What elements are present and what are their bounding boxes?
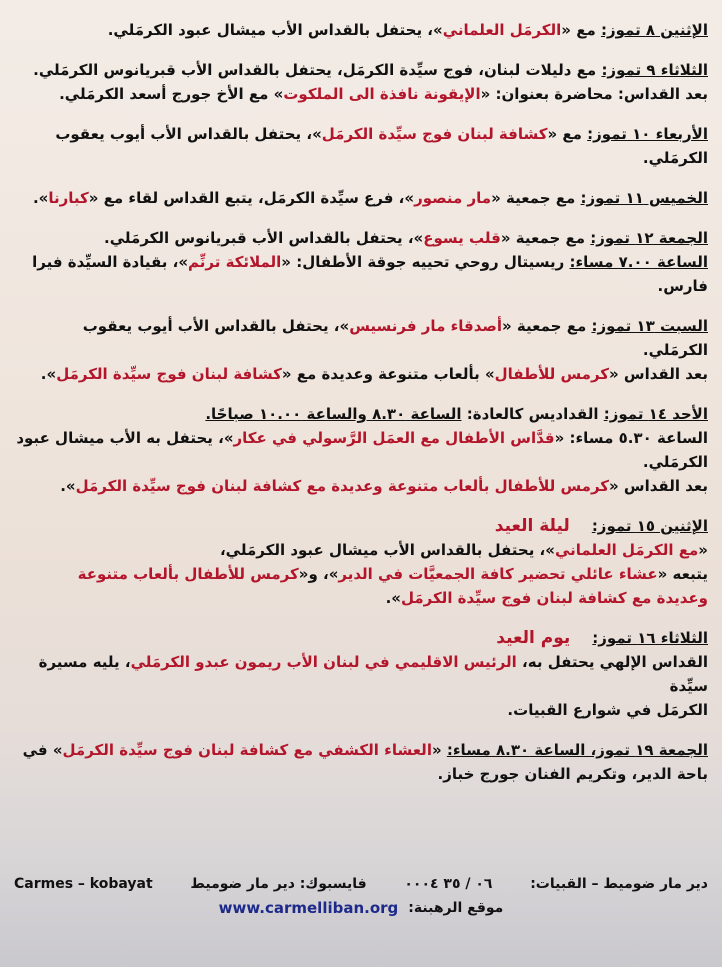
entry-line: [14, 586, 708, 610]
schedule-entry: [14, 402, 708, 498]
highlight-text: كرمس للأطفال بألعاب متنوعة وعديدة مع كشافة لبنان فوج سيِّدة الكرمَل: [75, 477, 610, 495]
entry-line: [14, 58, 708, 82]
entry-text: مع دليلات لبنان، فوج سيِّدة الكرمَل، يحتفل بالقداس الأب قبريانوس الكرمَلي.: [33, 61, 602, 79]
highlight-text: عشاء عائلي تحضير كافة الجمعيَّات في الدير: [338, 565, 658, 583]
highlight-text: كرمس للأطفال بألعاب متنوعة: [77, 565, 299, 583]
entry-text: مع جمعية «: [500, 229, 591, 247]
highlight-text: مع الكرمَل العلماني: [554, 541, 699, 559]
highlight-text: كبارنا: [48, 189, 89, 207]
entry-line: [14, 698, 708, 722]
schedule-list: [14, 18, 708, 786]
entry-date: الثلاثاء ١٦ تموز:: [592, 629, 708, 647]
feast-heading: يوم العيد: [496, 628, 571, 648]
highlight-text: الكرمَل العلماني: [442, 21, 562, 39]
entry-text: بعد القداس: محاضرة بعنوان: «: [480, 85, 708, 103]
entry-text: »، يحتفل بالقداس الأب ميشال عبود الكرمَلي،: [219, 541, 555, 559]
entry-line: [14, 314, 708, 362]
entry-line: [14, 738, 708, 762]
entry-date: الساعة ٧.٠٠ مساء:: [569, 253, 708, 271]
entry-date: الجمعة ١٢ تموز:: [590, 229, 708, 247]
entry-date: الإثنين ٨ تموز:: [600, 21, 708, 39]
entry-line: [14, 474, 708, 498]
entry-text: القداس الإلهي يحتفل به،: [516, 653, 708, 671]
entry-text: مع جمعية «: [502, 317, 592, 335]
entry-date: الثلاثاء ٩ تموز:: [601, 61, 708, 79]
entry-date: السبت ١٣ تموز:: [591, 317, 708, 335]
entry-line: [14, 538, 708, 562]
entry-text: الكرمَل في شوارع القبيات.: [507, 701, 708, 719]
schedule-entry: [14, 626, 708, 722]
entry-line: [14, 226, 708, 250]
entry-text: الساعة ٥.٣٠ مساء: «: [554, 429, 708, 447]
entry-date: الجمعة ١٩ تموز، الساعة ٨.٣٠ مساء:: [446, 741, 708, 759]
footer: [14, 872, 708, 920]
entry-text: بعد القداس «: [609, 365, 708, 383]
entry-text: بعد القداس «: [609, 477, 708, 495]
website-link[interactable]: www.carmelliban.org: [218, 899, 399, 917]
entry-line: [14, 514, 708, 538]
entry-date: الأربعاء ١٠ تموز:: [587, 125, 708, 143]
highlight-text: مار منصور: [414, 189, 492, 207]
schedule-entry: [14, 314, 708, 386]
entry-line: [14, 626, 708, 650]
entry-line: [14, 274, 708, 298]
entry-date: الساعة ٨.٣٠ والساعة ١٠.٠٠ صباحًا.: [205, 405, 462, 423]
highlight-text: الإيقونة نافذة الى الملكوت: [283, 85, 481, 103]
entry-line: [14, 82, 708, 106]
entry-text: مع جمعية «: [491, 189, 581, 207]
entry-line: [14, 562, 708, 586]
entry-text: » في: [22, 741, 63, 759]
entry-text: »، يحتفل بالقداس الأب قبريانوس الكرمَلي.: [104, 229, 424, 247]
entry-date: الأحد ١٤ تموز:: [603, 405, 708, 423]
entry-text: مع «: [561, 21, 601, 39]
schedule-entry: [14, 58, 708, 106]
entry-text: »، فرع سيِّدة الكرمَل، يتبع القداس لقاء مع «: [88, 189, 415, 207]
entry-text: فارس.: [657, 277, 708, 295]
entry-text: »، بقيادة السيِّدة فيرا: [32, 253, 189, 271]
entry-line: [14, 402, 708, 426]
entry-text: الكرمَلي.: [642, 453, 708, 471]
highlight-text: الرئيس الاقليمي في لبنان الأب ريمون عبدو الكرمَلي: [130, 653, 517, 671]
highlight-text: كرمس للأطفال: [494, 365, 610, 383]
monastery-address: دير مار ضوميط – القبيات:: [530, 876, 708, 892]
entry-line: [14, 186, 708, 210]
entry-line: [14, 762, 708, 786]
entry-line: [14, 146, 708, 170]
entry-text: » بألعاب متنوعة وعديدة مع «: [281, 365, 495, 383]
entry-text: »، يحتفل بالقداس الأب ميشال عبود الكرمَلي.: [107, 21, 443, 39]
entry-text: »، يحتفل بالقداس الأب أيوب يعقوب: [55, 125, 322, 143]
entry-text: »، يحتفل بالقداس الأب أيوب يعقوب الكرمَلي.: [82, 317, 708, 359]
entry-text: باحة الدير، وتكريم الفنان جورج خباز.: [437, 765, 708, 783]
highlight-text: أصدقاء مار فرنسيس: [349, 317, 503, 335]
entry-line: [14, 362, 708, 386]
entry-line: [14, 650, 708, 698]
entry-text: ، يليه مسيرة سيِّدة: [38, 653, 708, 695]
schedule-entry: [14, 18, 708, 42]
entry-text: يتبعه «: [657, 565, 708, 583]
schedule-entry: [14, 738, 708, 786]
entry-text: القداديس كالعادة:: [461, 405, 604, 423]
highlight-text: وعديدة مع كشافة لبنان فوج سيِّدة الكرمَل: [400, 589, 708, 607]
highlight-text: قدَّاس الأطفال مع العمَل الرَّسولي في عكار: [233, 429, 555, 447]
entry-text: ».: [32, 189, 49, 207]
entry-text: »، و«: [298, 565, 339, 583]
entry-line: [14, 426, 708, 450]
phone-number: ٠٦ / ٣٥ ٠٠٠٤: [404, 876, 493, 892]
highlight-text: كشافة لبنان فوج سيِّدة الكرمَل: [321, 125, 548, 143]
entry-text: ».: [40, 365, 57, 383]
entry-text: «: [698, 541, 708, 559]
footer-row-contacts: [14, 872, 708, 896]
entry-text: مع «: [547, 125, 588, 143]
highlight-text: الملائكة ترنِّم: [188, 253, 282, 271]
website-label: موقع الرهبنة:: [408, 900, 504, 916]
entry-text: ».: [385, 589, 401, 607]
entry-line: [14, 122, 708, 146]
entry-line: [14, 450, 708, 474]
schedule-entry: [14, 514, 708, 610]
footer-row-website: [14, 896, 708, 920]
schedule-entry: [14, 186, 708, 210]
highlight-text: قلب يسوع: [423, 229, 501, 247]
highlight-text: كشافة لبنان فوج سيِّدة الكرمَل: [56, 365, 282, 383]
entry-text: ».: [60, 477, 76, 495]
latin-name: Carmes – kobayat: [14, 876, 153, 892]
feast-heading: ليلة العيد: [494, 516, 570, 536]
entry-text: »، يحتفل به الأب ميشال عبود: [16, 429, 234, 447]
entry-text: «: [431, 741, 447, 759]
schedule-entry: [14, 122, 708, 170]
entry-text: » مع الأخ جورج أسعد الكرمَلي.: [59, 85, 284, 103]
entry-date: الإثنين ١٥ تموز:: [591, 517, 708, 535]
entry-line: [14, 18, 708, 42]
highlight-text: العشاء الكشفي مع كشافة لبنان فوج سيِّدة الكرمَل: [62, 741, 432, 759]
entry-text: الكرمَلي.: [642, 149, 708, 167]
facebook-text: فايسبوك: دير مار ضوميط: [190, 876, 367, 892]
entry-text: ريسيتال روحي تحييه جوقة الأطفال: «: [281, 253, 570, 271]
entry-line: [14, 250, 708, 274]
entry-date: الخميس ١١ تموز:: [580, 189, 708, 207]
schedule-entry: [14, 226, 708, 298]
